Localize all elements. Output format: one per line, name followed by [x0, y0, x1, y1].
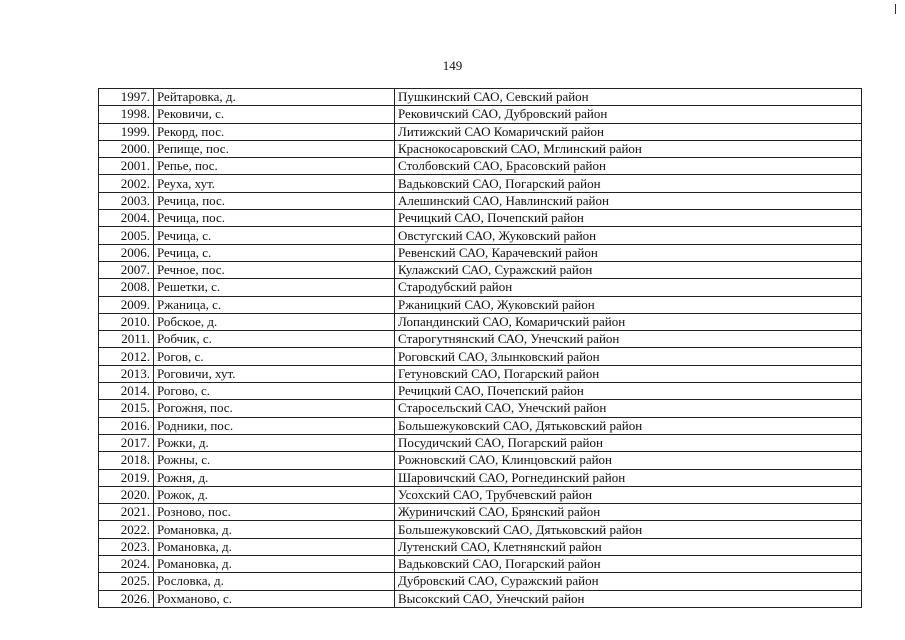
row-number: 2024. [99, 556, 154, 573]
row-number: 2014. [99, 383, 154, 400]
table-row [99, 573, 862, 590]
administrative-area: Лутенский САО, Клетнянский район [395, 538, 862, 555]
administrative-area: Литижский САО Комаричский район [395, 123, 862, 140]
table-row [99, 123, 862, 140]
settlement-name: Репье, пос. [154, 158, 395, 175]
administrative-area: Ржаницкий САО, Жуковский район [395, 296, 862, 313]
administrative-area: Рековичский САО, Дубровский район [395, 106, 862, 123]
row-number: 2017. [99, 434, 154, 451]
table-row [99, 331, 862, 348]
settlement-name: Родники, пос. [154, 417, 395, 434]
administrative-area: Большежуковский САО, Дятьковский район [395, 521, 862, 538]
settlement-name: Рекорд, пос. [154, 123, 395, 140]
settlement-name: Романовка, д. [154, 556, 395, 573]
administrative-area: Вадьковский САО, Погарский район [395, 175, 862, 192]
table-row [99, 175, 862, 192]
table-row [99, 590, 862, 607]
settlement-name: Речица, пос. [154, 192, 395, 209]
row-number: 2022. [99, 521, 154, 538]
settlement-name: Речица, пос. [154, 210, 395, 227]
table-row [99, 158, 862, 175]
table-row [99, 383, 862, 400]
settlement-name: Решетки, с. [154, 279, 395, 296]
table-row [99, 469, 862, 486]
row-number: 2013. [99, 365, 154, 382]
administrative-area: Усохский САО, Трубчевский район [395, 486, 862, 503]
settlement-name: Рековичи, с. [154, 106, 395, 123]
settlement-name: Ржаница, с. [154, 296, 395, 313]
row-number: 2018. [99, 452, 154, 469]
administrative-area: Алешинский САО, Навлинский район [395, 192, 862, 209]
administrative-area: Краснокосаровский САО, Мглинский район [395, 140, 862, 157]
settlement-name: Романовка, д. [154, 538, 395, 555]
table-row [99, 521, 862, 538]
administrative-area: Овстугский САО, Жуковский район [395, 227, 862, 244]
table-row [99, 452, 862, 469]
settlement-table-body [99, 89, 862, 608]
row-number: 2011. [99, 331, 154, 348]
table-row [99, 279, 862, 296]
table-row [99, 365, 862, 382]
table-row [99, 417, 862, 434]
table-row [99, 261, 862, 278]
row-number: 2003. [99, 192, 154, 209]
administrative-area: Столбовский САО, Брасовский район [395, 158, 862, 175]
row-number: 2010. [99, 313, 154, 330]
settlement-name: Рейтаровка, д. [154, 89, 395, 106]
row-number: 2023. [99, 538, 154, 555]
table-row [99, 106, 862, 123]
table-row [99, 296, 862, 313]
administrative-area: Высокский САО, Унечский район [395, 590, 862, 607]
administrative-area: Речицкий САО, Почепский район [395, 383, 862, 400]
table-row [99, 192, 862, 209]
row-number: 2016. [99, 417, 154, 434]
table-row [99, 89, 862, 106]
row-number: 2007. [99, 261, 154, 278]
settlement-name: Розново, пос. [154, 504, 395, 521]
settlement-name: Роговичи, хут. [154, 365, 395, 382]
table-row [99, 313, 862, 330]
page-number: 149 [442, 58, 463, 73]
administrative-area: Старогутнянский САО, Унечский район [395, 331, 862, 348]
table-row [99, 227, 862, 244]
row-number: 2002. [99, 175, 154, 192]
table-row [99, 244, 862, 261]
administrative-area: Старосельский САО, Унечский район [395, 400, 862, 417]
settlement-name: Рословка, д. [154, 573, 395, 590]
settlement-name: Рогово, с. [154, 383, 395, 400]
administrative-area: Рожновский САО, Клинцовский район [395, 452, 862, 469]
settlement-name: Рожок, д. [154, 486, 395, 503]
settlement-name: Речица, с. [154, 244, 395, 261]
row-number: 2001. [99, 158, 154, 175]
administrative-area: Шаровичский САО, Рогнединский район [395, 469, 862, 486]
administrative-area: Ревенский САО, Карачевский район [395, 244, 862, 261]
settlement-name: Рохманово, с. [154, 590, 395, 607]
table-row [99, 210, 862, 227]
row-number: 2021. [99, 504, 154, 521]
administrative-area: Лопандинский САО, Комаричский район [395, 313, 862, 330]
table-row [99, 140, 862, 157]
row-number: 2012. [99, 348, 154, 365]
table-row [99, 434, 862, 451]
row-number: 2004. [99, 210, 154, 227]
settlement-name: Рожны, с. [154, 452, 395, 469]
table-row [99, 504, 862, 521]
settlement-name: Романовка, д. [154, 521, 395, 538]
administrative-area: Речицкий САО, Почепский район [395, 210, 862, 227]
settlement-name: Речица, с. [154, 227, 395, 244]
row-number: 2025. [99, 573, 154, 590]
administrative-area: Пушкинский САО, Севский район [395, 89, 862, 106]
settlement-name: Рогов, с. [154, 348, 395, 365]
row-number: 2008. [99, 279, 154, 296]
row-number: 2006. [99, 244, 154, 261]
settlement-name: Рожня, д. [154, 469, 395, 486]
administrative-area: Стародубский район [395, 279, 862, 296]
settlement-name: Робское, д. [154, 313, 395, 330]
administrative-area: Журиничский САО, Брянский район [395, 504, 862, 521]
table-row [99, 556, 862, 573]
settlement-name: Речное, пос. [154, 261, 395, 278]
row-number: 2000. [99, 140, 154, 157]
administrative-area: Кулажский САО, Суражский район [395, 261, 862, 278]
settlement-name: Рогожня, пос. [154, 400, 395, 417]
row-number: 2020. [99, 486, 154, 503]
administrative-area: Гетуновский САО, Погарский район [395, 365, 862, 382]
table-row [99, 538, 862, 555]
row-number: 2005. [99, 227, 154, 244]
settlement-name: Робчик, с. [154, 331, 395, 348]
settlement-name: Репище, пос. [154, 140, 395, 157]
table-row [99, 400, 862, 417]
administrative-area: Посудичский САО, Погарский район [395, 434, 862, 451]
settlement-name: Рожки, д. [154, 434, 395, 451]
settlement-name: Реуха, хут. [154, 175, 395, 192]
scan-edge-mark [895, 4, 896, 14]
administrative-area: Роговский САО, Злынковский район [395, 348, 862, 365]
settlement-table [98, 88, 862, 608]
administrative-area: Вадьковский САО, Погарский район [395, 556, 862, 573]
table-row [99, 348, 862, 365]
row-number: 2009. [99, 296, 154, 313]
row-number: 1999. [99, 123, 154, 140]
row-number: 2015. [99, 400, 154, 417]
row-number: 2026. [99, 590, 154, 607]
row-number: 1998. [99, 106, 154, 123]
table-row [99, 486, 862, 503]
administrative-area: Большежуковский САО, Дятьковский район [395, 417, 862, 434]
administrative-area: Дубровский САО, Суражский район [395, 573, 862, 590]
row-number: 1997. [99, 89, 154, 106]
row-number: 2019. [99, 469, 154, 486]
